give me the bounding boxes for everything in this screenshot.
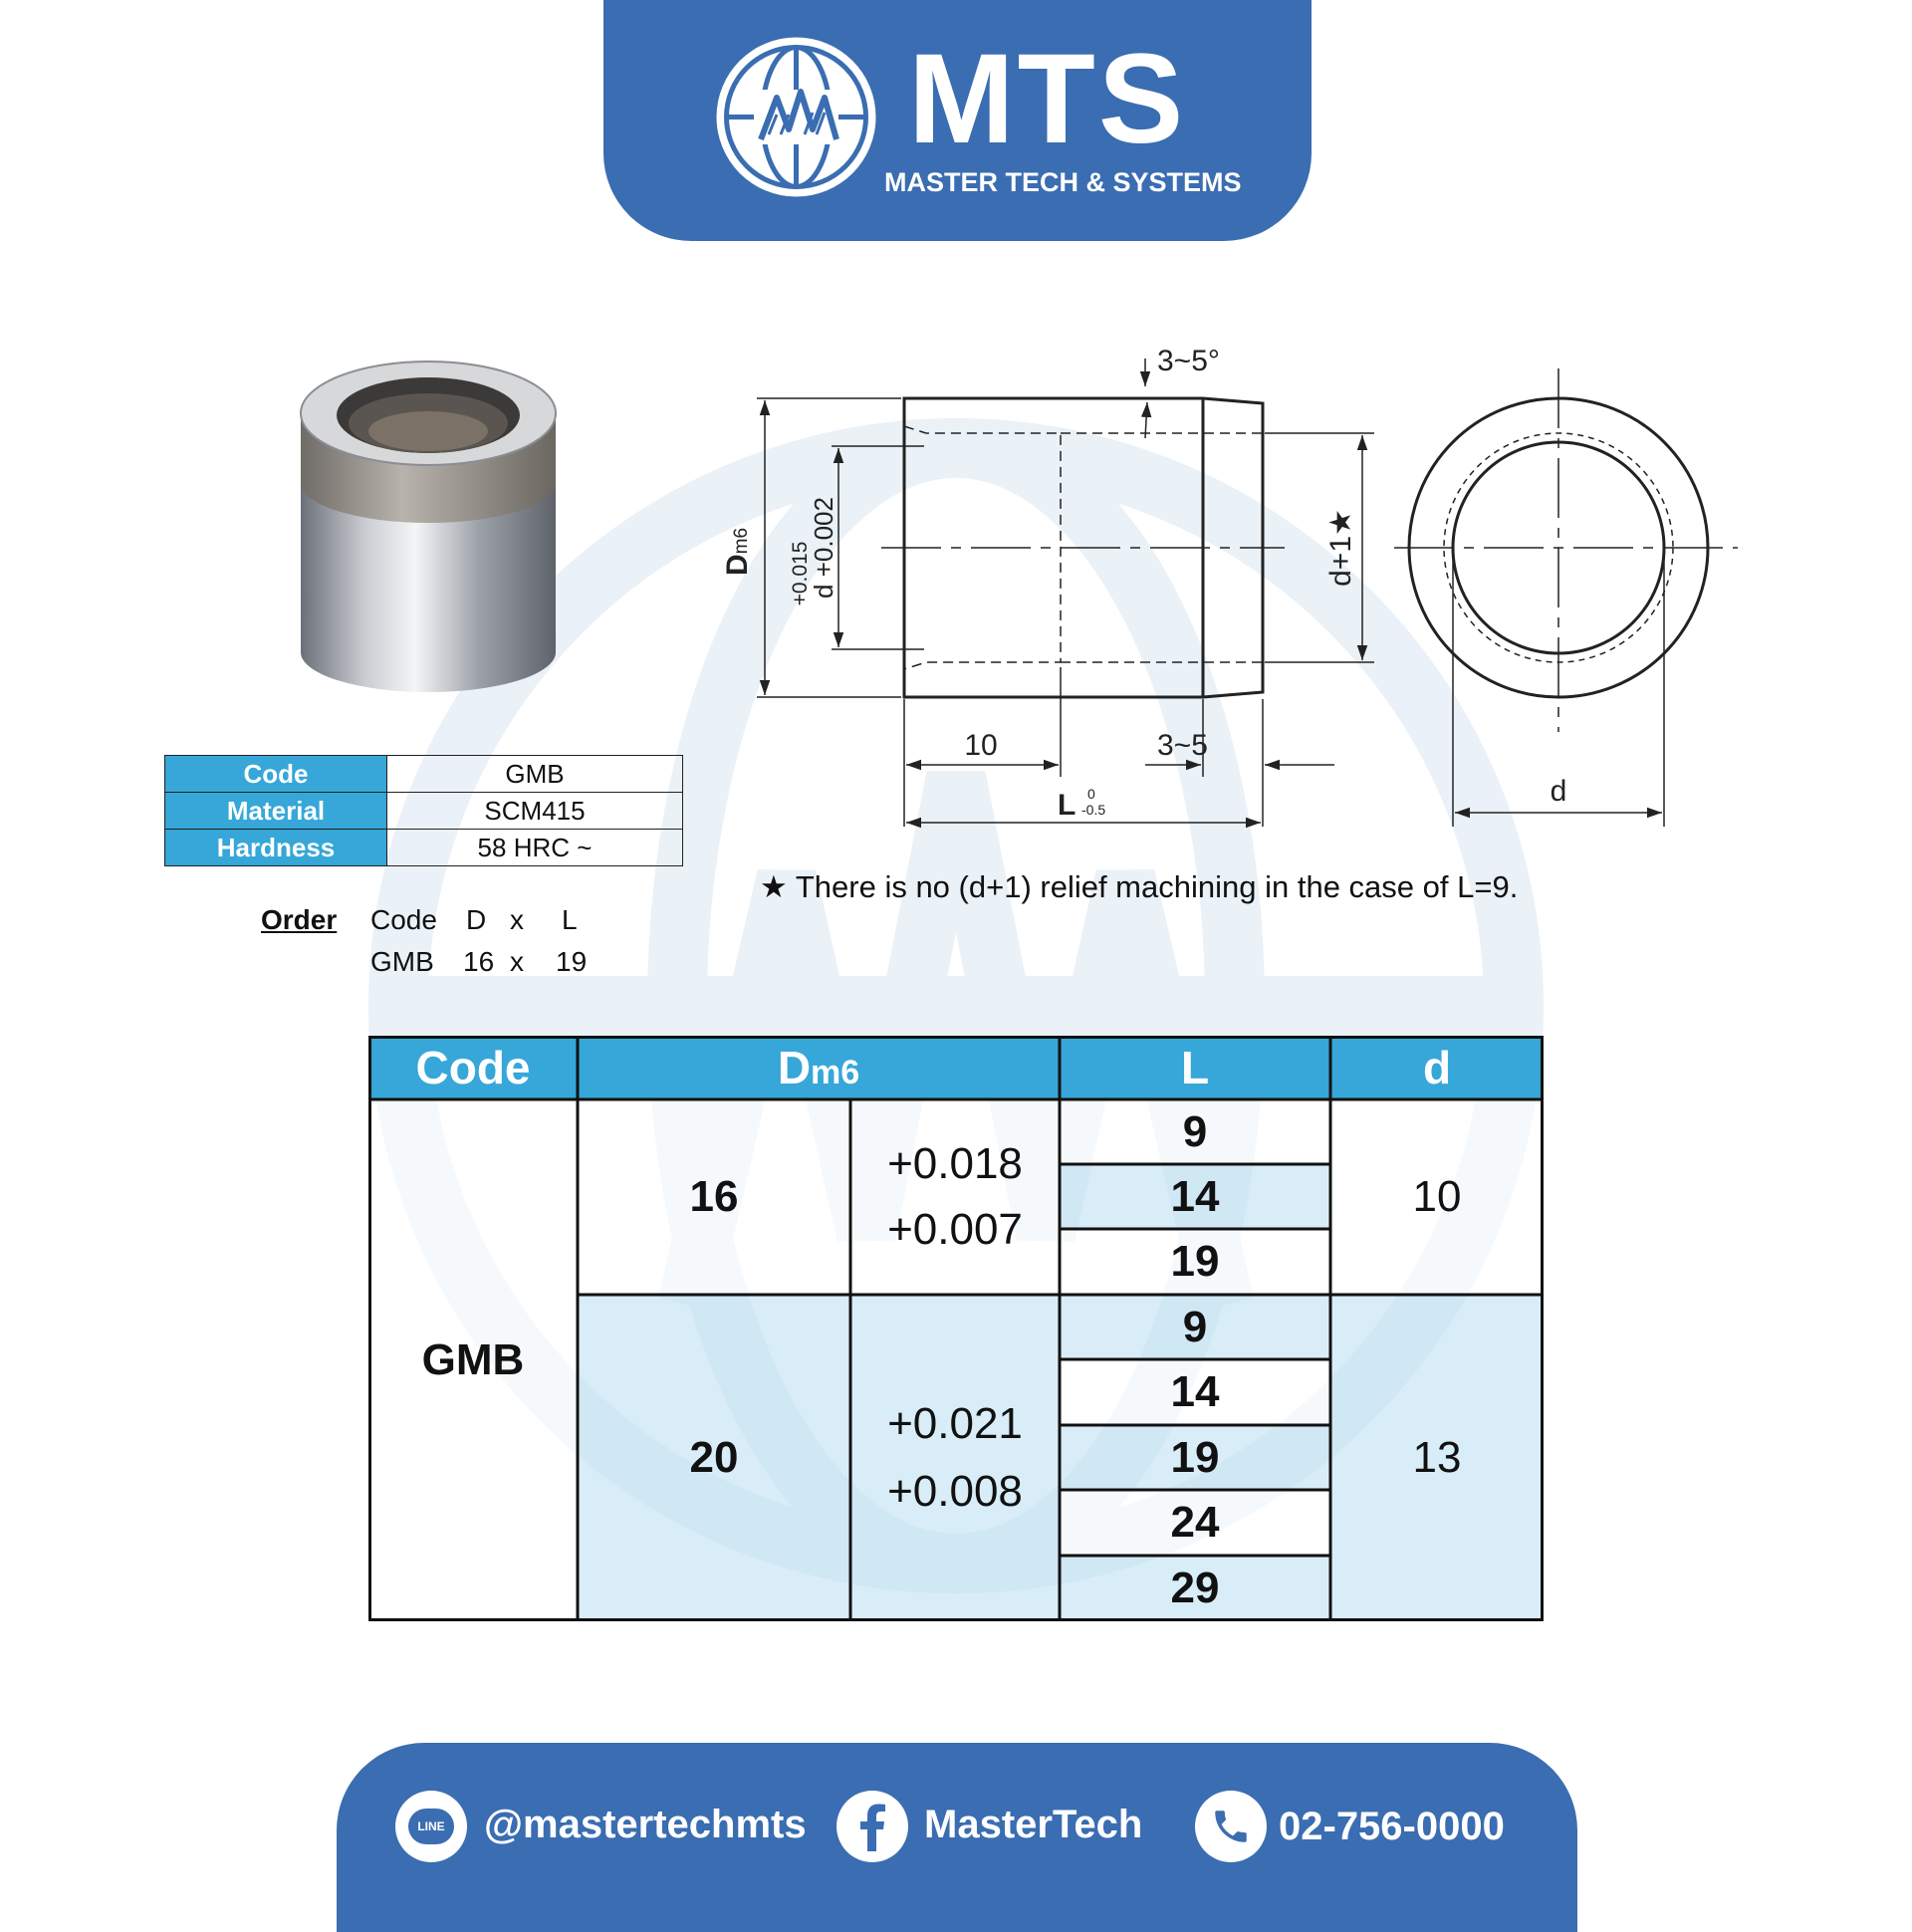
facebook-icon[interactable]: [836, 1791, 908, 1862]
header-m6: m6: [811, 1053, 860, 1091]
diameter-d-sub: m6: [731, 527, 752, 555]
header-code: Code: [368, 1036, 578, 1099]
phone-number-link[interactable]: 02-756-0000: [1279, 1805, 1505, 1848]
order-example-x: x: [510, 946, 524, 977]
l-value: 24: [1060, 1490, 1330, 1556]
header-small-d: d: [1330, 1036, 1544, 1099]
l-value: 19: [1060, 1425, 1330, 1490]
spec-value: 58 HRC ~: [387, 830, 683, 866]
order-example-l: 19: [556, 946, 588, 977]
inner-d-label: d: [1550, 775, 1567, 808]
technical-drawing: [697, 339, 1753, 856]
group1-tol-upper: +0.018: [887, 1139, 1023, 1188]
d-tol-lower-label: d +0.002: [809, 497, 838, 599]
line-account-link[interactable]: @mastertechmts: [484, 1803, 807, 1846]
group2-small-d: 13: [1330, 1295, 1544, 1621]
line-app-icon[interactable]: [395, 1791, 467, 1862]
order-example-code: GMB: [370, 946, 434, 977]
end-view: [1394, 368, 1738, 827]
l-value: 14: [1060, 1164, 1330, 1229]
line-app-badge: LINE: [408, 1809, 454, 1844]
group2-d-value: 20: [578, 1295, 850, 1621]
order-header-x: x: [510, 904, 524, 935]
spec-row: [165, 830, 683, 866]
group2-tol-lower: +0.008: [887, 1467, 1023, 1516]
group1-small-d: 10: [1330, 1099, 1544, 1295]
globe-logo-icon: [709, 30, 883, 204]
spec-value: GMB: [387, 756, 683, 793]
group2-tol-upper: +0.021: [887, 1399, 1023, 1448]
brand-name: MTS: [908, 28, 1187, 170]
order-header-d: D: [466, 904, 487, 935]
length-l-label: L: [1058, 789, 1076, 822]
header-d: D: [777, 1042, 812, 1093]
code-cell: GMB: [368, 1099, 578, 1621]
product-photo-bushing: [279, 324, 578, 702]
order-header-code: Code: [370, 904, 437, 935]
length-tol-lower: -0.5: [1081, 802, 1106, 818]
angle-label: 3~5°: [1157, 345, 1220, 377]
relief-note: ★ There is no (d+1) relief machining in the case of L=9.: [760, 869, 1519, 904]
phone-handset-glyph: [1210, 1806, 1252, 1847]
spec-key: Material: [165, 793, 387, 830]
dimension-table: [368, 1036, 1544, 1621]
phone-icon[interactable]: [1195, 1791, 1267, 1862]
spec-row: [165, 756, 683, 793]
facebook-page-link[interactable]: MasterTech: [924, 1803, 1143, 1846]
l-value: 9: [1060, 1295, 1330, 1359]
order-label: Order: [261, 904, 338, 935]
spec-row: [165, 793, 683, 830]
header-l: L: [1060, 1036, 1330, 1099]
l-value: 9: [1060, 1099, 1330, 1164]
spec-table: [164, 755, 683, 866]
table-grid-lines: [368, 1036, 1544, 1621]
spec-key: Hardness: [165, 830, 387, 866]
group1-d-value: 16: [578, 1099, 850, 1295]
spec-key: Code: [165, 756, 387, 793]
diameter-d-label: D: [721, 554, 754, 576]
l-value: 29: [1060, 1556, 1330, 1621]
d-tol-upper-label: +0.015: [789, 541, 812, 606]
spec-value: SCM415: [387, 793, 683, 830]
dim-3-5-label: 3~5: [1157, 729, 1208, 762]
d-plus-one-label: d+1★: [1324, 509, 1357, 587]
l-value: 19: [1060, 1229, 1330, 1295]
order-example-d: 16: [463, 946, 495, 977]
svg-text:Dm6: [721, 528, 754, 576]
brand-tagline: MASTER TECH & SYSTEMS: [884, 167, 1242, 197]
order-header-l: L: [562, 904, 578, 935]
facebook-f-glyph: [852, 1802, 892, 1851]
group1-tol-lower: +0.007: [887, 1205, 1023, 1254]
dim-10-label: 10: [964, 729, 998, 762]
l-value: 14: [1060, 1359, 1330, 1425]
length-tol-upper: 0: [1087, 786, 1095, 802]
